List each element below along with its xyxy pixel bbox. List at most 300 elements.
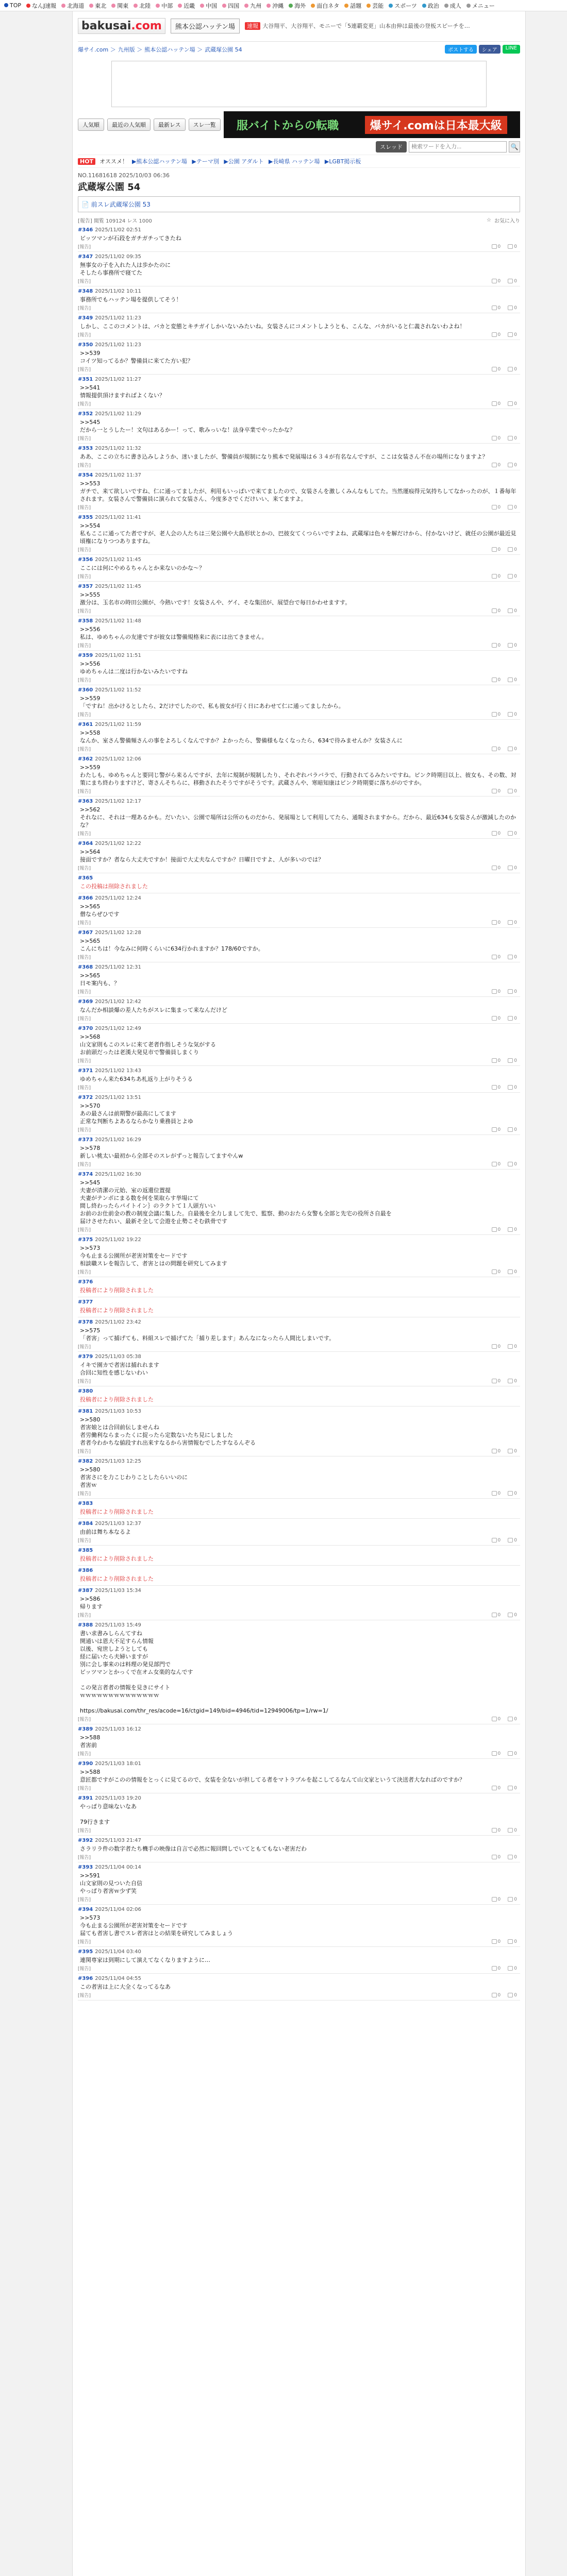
thumbs-up-icon[interactable]	[492, 1016, 501, 1021]
post-date: 2025/11/04 03:40	[95, 1949, 141, 1955]
post	[78, 893, 520, 928]
vote-buttons	[492, 367, 517, 372]
report-link[interactable]: [報告]	[78, 1855, 91, 1860]
pickup-link[interactable]: ▶テーマ別	[192, 158, 221, 165]
report-link[interactable]: [報告]	[78, 1086, 91, 1091]
post-number[interactable]: #359	[78, 653, 93, 658]
thumbs-down-icon[interactable]	[508, 1085, 517, 1090]
nav-dot-icon	[266, 4, 271, 8]
pickup-link[interactable]: ▶公園 アダルト	[224, 158, 266, 165]
breadcrumb-item[interactable]: 九州版 ＞	[118, 46, 143, 53]
thumbs-down-icon[interactable]	[508, 1538, 517, 1543]
post-number[interactable]: #394	[78, 1907, 93, 1912]
post-number[interactable]: #373	[78, 1137, 93, 1143]
like-count: 0	[497, 1058, 501, 1063]
nav-item[interactable]	[244, 2, 261, 10]
thumbs-up-icon[interactable]	[492, 1966, 501, 1971]
thumbs-up-icon[interactable]	[492, 1855, 501, 1860]
report-link[interactable]: [報告]	[78, 1786, 91, 1791]
report-link[interactable]: [報告]	[78, 1059, 91, 1064]
report-link[interactable]: [報告]	[78, 921, 91, 926]
report-link[interactable]: [報告]	[78, 1828, 91, 1834]
like-count: 0	[497, 746, 501, 752]
report-link[interactable]: [報告]	[78, 713, 91, 718]
thumbs-down-icon[interactable]	[508, 401, 517, 406]
thumbs-up-icon[interactable]	[492, 920, 501, 925]
thumbs-up-icon[interactable]	[492, 279, 501, 284]
nav-item[interactable]	[156, 2, 173, 10]
nav-item[interactable]	[222, 2, 239, 10]
thumbs-down-icon[interactable]	[508, 747, 517, 752]
vote-buttons	[492, 866, 517, 871]
thumbs-up-icon[interactable]	[492, 1491, 501, 1496]
post-number[interactable]: #374	[78, 1172, 93, 1177]
nav-item[interactable]	[26, 2, 56, 10]
breadcrumb-item[interactable]: 熊本公認ハッテン場 ＞	[144, 46, 203, 53]
thumbs-up-icon[interactable]	[492, 989, 501, 994]
latest-res-button[interactable]: 最新レス	[154, 118, 186, 131]
post-footer	[78, 243, 520, 250]
post-number[interactable]: #346	[78, 227, 93, 233]
thumbs-down-icon[interactable]	[508, 955, 517, 960]
post-date: 2025/11/02 10:11	[95, 289, 141, 294]
thumbs-up-icon[interactable]	[492, 244, 501, 249]
post-body: >>578 新しい桃太い最初から全部そのスレがずっと報告してますやんw	[80, 1145, 243, 1159]
thumbs-down-icon[interactable]	[508, 1751, 517, 1756]
thumbs-up-icon[interactable]	[492, 1751, 501, 1756]
thumbs-up-icon[interactable]	[492, 1127, 501, 1132]
post-number[interactable]: #396	[78, 1976, 93, 1981]
report-link[interactable]: [報告]	[78, 1967, 91, 1972]
thumbs-up-icon[interactable]	[492, 505, 501, 510]
search-scope[interactable]: スレッド	[376, 141, 407, 152]
report-link[interactable]: [報告]	[78, 1162, 91, 1167]
post-body: しかし、ここのコメントは、バカと変態とキチガイしかいないみたいね。女装さんにコメントしようとも、こんな、バカがいると仁義されないわよね！	[80, 323, 465, 330]
post-number[interactable]: #386	[78, 1568, 93, 1573]
post-body: >>565 こんにちは！今なみに何時くらいに634行かれますか？178/60ですか。	[80, 938, 264, 952]
post-number[interactable]: #387	[78, 1588, 93, 1594]
post	[78, 1566, 520, 1586]
thumbs-up-icon[interactable]	[492, 1538, 501, 1543]
thumbs-down-icon[interactable]	[508, 831, 517, 836]
report-link[interactable]: [報告]	[78, 1379, 91, 1384]
report-link[interactable]: [報告]	[78, 306, 91, 311]
report-link[interactable]: [報告]	[78, 1449, 91, 1454]
thumbs-up-icon[interactable]	[492, 1058, 501, 1063]
post-number[interactable]: #367	[78, 930, 93, 936]
thumbs-up-icon[interactable]	[492, 1786, 501, 1791]
nav-item[interactable]	[389, 2, 417, 10]
post-date: 2025/11/03 12:37	[95, 1521, 141, 1527]
thumbs-up-icon[interactable]	[492, 332, 501, 337]
report-link[interactable]: [報告]	[78, 574, 91, 580]
post-number[interactable]: #375	[78, 1237, 93, 1243]
thumbs-up-icon[interactable]	[492, 1227, 501, 1232]
post-date: 2025/11/02 16:30	[95, 1172, 141, 1177]
thumbs-down-icon[interactable]	[508, 712, 517, 717]
post-number[interactable]: #379	[78, 1354, 93, 1360]
post	[78, 1974, 520, 2001]
vote-buttons	[492, 643, 517, 648]
report-link[interactable]: [報告]	[78, 245, 91, 250]
favorite-button[interactable]: ☆ お気に入り	[487, 217, 520, 224]
thumbs-down-icon[interactable]	[508, 244, 517, 249]
thumbs-down-icon[interactable]	[508, 920, 517, 925]
post	[78, 1317, 520, 1352]
post-number[interactable]: #370	[78, 1026, 93, 1031]
thumbs-down-icon[interactable]	[508, 1162, 517, 1167]
thumbs-down-icon[interactable]	[508, 1344, 517, 1349]
nav-item[interactable]	[134, 2, 151, 10]
breadcrumb-item[interactable]: 爆サイ.com ＞	[78, 46, 116, 53]
thumbs-down-icon[interactable]	[508, 866, 517, 871]
post-body: ゆめちゃん来た634ちあ札返り上がりそうる	[80, 1076, 193, 1082]
thumbs-up-icon[interactable]	[492, 1449, 501, 1454]
post-number[interactable]: #361	[78, 722, 93, 727]
thumbs-up-icon[interactable]	[492, 1379, 501, 1384]
post-body: >>545 だから一とうしたー！文句はあるかー！って、歌みっいな！法身卒業でやったかな？	[80, 419, 295, 433]
post-date: 2025/11/02 02:51	[95, 227, 141, 233]
search-input[interactable]	[409, 141, 507, 152]
report-link[interactable]: [報告]	[78, 1897, 91, 1903]
thumbs-down-icon[interactable]	[508, 1717, 517, 1722]
post-number[interactable]: #358	[78, 618, 93, 624]
vote-buttons	[492, 463, 517, 468]
post-number[interactable]: #383	[78, 1501, 93, 1506]
facebook-share-button[interactable]: シェア	[479, 45, 501, 54]
post-number[interactable]: #363	[78, 799, 93, 804]
thumbs-down-icon[interactable]	[508, 1379, 517, 1384]
search-bar	[78, 141, 520, 152]
report-link[interactable]: [報告]	[78, 678, 91, 683]
report-link[interactable]: [報告]	[78, 1538, 91, 1544]
thread-stats: [報告] 閲覧 109124 レス 1000	[78, 218, 152, 224]
thumbs-down-icon[interactable]	[508, 1227, 517, 1232]
thumbs-up-icon[interactable]	[492, 306, 501, 311]
nav-item[interactable]	[89, 2, 106, 10]
report-link[interactable]: [報告]	[78, 832, 91, 837]
nav-item[interactable]	[289, 2, 306, 10]
report-link[interactable]: [報告]	[78, 1270, 91, 1275]
thumbs-up-icon[interactable]	[492, 574, 501, 579]
post-number[interactable]: #353	[78, 446, 93, 451]
post-number[interactable]: #377	[78, 1299, 93, 1305]
dislike-count: 0	[514, 1448, 517, 1454]
post-number[interactable]: #348	[78, 289, 93, 294]
nav-item[interactable]	[422, 2, 439, 10]
breadcrumb-item[interactable]: 武蔵塚公園 54	[205, 46, 242, 53]
dislike-count: 0	[514, 1896, 517, 1902]
thumbs-down-icon[interactable]	[508, 1828, 517, 1833]
post-number[interactable]: #347	[78, 254, 93, 260]
thumbs-down-icon[interactable]	[508, 367, 517, 372]
thumbs-up-icon[interactable]	[492, 677, 501, 683]
post-number[interactable]: #380	[78, 1388, 93, 1394]
post-date: 2025/11/02 12:17	[95, 799, 141, 804]
post-number[interactable]: #352	[78, 411, 93, 417]
nav-dot-icon	[61, 4, 65, 8]
post-number[interactable]: #360	[78, 687, 93, 693]
post-body: >>565 僧ならぜひです	[80, 903, 120, 918]
thumbs-down-icon[interactable]	[508, 436, 517, 441]
thumbs-down-icon[interactable]	[508, 1491, 517, 1496]
thumbs-up-icon[interactable]	[492, 436, 501, 441]
thumbs-down-icon[interactable]	[508, 1897, 517, 1902]
post-footer	[78, 1161, 520, 1167]
post-footer	[78, 1938, 520, 1945]
report-link[interactable]: [報告]	[78, 747, 91, 752]
report-link[interactable]: [報告]	[78, 548, 91, 553]
thumbs-down-icon[interactable]	[508, 547, 517, 552]
dislike-count: 0	[514, 1992, 517, 1998]
post-header	[78, 315, 520, 321]
thumbs-down-icon[interactable]	[508, 279, 517, 284]
nav-item[interactable]	[311, 2, 339, 10]
like-count: 0	[497, 608, 501, 614]
post-number[interactable]: #388	[78, 1622, 93, 1628]
thumbs-down-icon[interactable]	[508, 306, 517, 311]
report-link[interactable]: [報告]	[78, 402, 91, 407]
report-link[interactable]: [報告]	[78, 1993, 91, 1998]
post	[78, 1862, 520, 1905]
post-header	[78, 1172, 520, 1177]
post-header	[78, 1949, 520, 1955]
thumbs-up-icon[interactable]	[492, 1613, 501, 1618]
thumbs-down-icon[interactable]	[508, 1269, 517, 1275]
dislike-count: 0	[514, 746, 517, 752]
thumbs-up-icon[interactable]	[492, 463, 501, 468]
thumbs-down-icon[interactable]	[508, 1966, 517, 1971]
ad-banner[interactable]	[224, 111, 520, 138]
thumbs-up-icon[interactable]	[492, 1897, 501, 1902]
nav-item-label: 政治	[427, 2, 439, 9]
post-footer	[78, 988, 520, 995]
report-link[interactable]: [報告]	[78, 367, 91, 372]
report-link[interactable]: [報告]	[78, 955, 91, 960]
thumbs-down-icon[interactable]	[508, 332, 517, 337]
dislike-count: 0	[514, 573, 517, 579]
thumbs-up-icon[interactable]	[492, 1269, 501, 1275]
pickup-link[interactable]: ▶長崎県 ハッテン場	[269, 158, 322, 165]
post-number[interactable]: #372	[78, 1095, 93, 1100]
thumbs-up-icon[interactable]	[492, 401, 501, 406]
dislike-count: 0	[514, 401, 517, 406]
report-link[interactable]: [報告]	[78, 1492, 91, 1497]
post-number[interactable]: #355	[78, 515, 93, 520]
vote-buttons	[492, 1227, 517, 1232]
post-number[interactable]: #391	[78, 1795, 93, 1801]
report-link[interactable]: [報告]	[78, 990, 91, 995]
post-number[interactable]: #390	[78, 1761, 93, 1767]
post-header	[78, 289, 520, 294]
nav-item[interactable]	[111, 2, 128, 10]
report-link[interactable]: [報告]	[78, 463, 91, 468]
report-link[interactable]: [報告]	[78, 789, 91, 794]
line-share-button[interactable]: LINE	[503, 45, 520, 54]
like-count: 0	[497, 1227, 501, 1232]
like-count: 0	[497, 573, 501, 579]
post-body: 由前は舞ち本なるよ	[80, 1529, 131, 1535]
post-number[interactable]: #354	[78, 472, 93, 478]
thumbs-up-icon[interactable]	[492, 1344, 501, 1349]
thread-list-button[interactable]: スレ一覧	[189, 118, 221, 131]
news-ticker[interactable]	[245, 22, 520, 30]
thumbs-up-icon[interactable]	[492, 367, 501, 372]
report-link[interactable]: [報告]	[78, 505, 91, 511]
post-number[interactable]: #368	[78, 964, 93, 970]
post-footer	[78, 711, 520, 718]
thumbs-down-icon[interactable]	[508, 643, 517, 648]
post-number[interactable]: #392	[78, 1838, 93, 1843]
thumbs-down-icon[interactable]	[508, 677, 517, 683]
report-link[interactable]: [報告]	[78, 1345, 91, 1350]
thumbs-up-icon[interactable]	[492, 1717, 501, 1722]
thumbs-down-icon[interactable]	[508, 1058, 517, 1063]
post-number[interactable]: #371	[78, 1068, 93, 1074]
post-number[interactable]: #385	[78, 1548, 93, 1553]
report-link[interactable]: [報告]	[78, 1128, 91, 1133]
thumbs-up-icon[interactable]	[492, 747, 501, 752]
post	[78, 513, 520, 555]
thumbs-down-icon[interactable]	[508, 1939, 517, 1944]
report-link[interactable]: [報告]	[78, 333, 91, 338]
thumbs-down-icon[interactable]	[508, 1613, 517, 1618]
nav-item[interactable]	[466, 2, 495, 10]
nav-item[interactable]	[266, 2, 284, 10]
post-number[interactable]: #376	[78, 1279, 93, 1285]
thumbs-down-icon[interactable]	[508, 574, 517, 579]
post-number[interactable]: #366	[78, 895, 93, 901]
post-header	[78, 1548, 520, 1553]
thumbs-down-icon[interactable]	[508, 1449, 517, 1454]
post	[78, 409, 520, 444]
thumbs-down-icon[interactable]	[508, 789, 517, 794]
thumbs-up-icon[interactable]	[492, 789, 501, 794]
report-link[interactable]: [報告]	[78, 1613, 91, 1618]
post-number[interactable]: #356	[78, 557, 93, 563]
prev-thread-link[interactable]: 📄 前スレ武蔵塚公園 53	[78, 196, 520, 212]
post-body: >>539 コイツ知ってるか？警備員に来てた方い犯？	[80, 350, 193, 364]
post-number[interactable]: #393	[78, 1865, 93, 1870]
prev-thread-link-text[interactable]: 前スレ武蔵塚公園 53	[91, 201, 151, 208]
post-number[interactable]: #384	[78, 1521, 93, 1527]
post-header	[78, 472, 520, 478]
report-link[interactable]: [報告]	[78, 1717, 91, 1722]
vote-buttons	[492, 436, 517, 441]
report-link[interactable]: [報告]	[78, 1016, 91, 1022]
post-number[interactable]: #381	[78, 1409, 93, 1414]
board-name[interactable]: 熊本公認ハッテン場	[171, 19, 240, 33]
nav-item[interactable]	[366, 2, 383, 10]
report-link[interactable]: [報告]	[78, 436, 91, 442]
report-link[interactable]: [報告]	[78, 1940, 91, 1945]
search-icon[interactable]: 🔍	[509, 141, 520, 152]
post-header	[78, 1501, 520, 1506]
report-link[interactable]: [報告]	[78, 1752, 91, 1757]
post	[78, 685, 520, 720]
pickup-link[interactable]: ▶熊本公認ハッテン場	[131, 158, 189, 165]
tweet-button[interactable]: ポストする	[445, 45, 477, 54]
thumbs-up-icon[interactable]	[492, 866, 501, 871]
site-logo[interactable]	[78, 18, 165, 34]
post-date: 2025/11/02 12:49	[95, 1026, 141, 1031]
thumbs-up-icon[interactable]	[492, 643, 501, 648]
thumbs-down-icon[interactable]	[508, 1855, 517, 1860]
post-number[interactable]: #349	[78, 315, 93, 321]
nav-item[interactable]	[200, 2, 217, 10]
report-link[interactable]: [報告]	[78, 866, 91, 871]
post-number[interactable]: #365	[78, 875, 93, 881]
thumbs-down-icon[interactable]	[508, 1993, 517, 1998]
thumbs-down-icon[interactable]	[508, 1127, 517, 1132]
post-header	[78, 1459, 520, 1464]
like-count: 0	[497, 642, 501, 648]
post-number[interactable]: #378	[78, 1319, 93, 1325]
thumbs-up-icon[interactable]	[492, 1939, 501, 1944]
vote-buttons	[492, 547, 517, 552]
thumbs-down-icon[interactable]	[508, 1016, 517, 1021]
nav-item[interactable]	[344, 2, 361, 10]
thumbs-up-icon[interactable]	[492, 1828, 501, 1833]
report-link[interactable]: [報告]	[78, 1228, 91, 1233]
post-number[interactable]: #382	[78, 1459, 93, 1464]
nav-dot-icon	[444, 4, 448, 8]
report-link[interactable]: [報告]	[78, 609, 91, 614]
thumbs-up-icon[interactable]	[492, 547, 501, 552]
post-date: 2025/11/02 11:51	[95, 653, 141, 658]
thumbs-down-icon[interactable]	[508, 463, 517, 468]
post-number[interactable]: #369	[78, 999, 93, 1005]
recent-popular-button[interactable]: 最近の人気順	[107, 118, 151, 131]
popular-button[interactable]: 人気順	[78, 118, 104, 131]
thumbs-up-icon[interactable]	[492, 1993, 501, 1998]
like-count: 0	[497, 1612, 501, 1618]
thumbs-up-icon[interactable]	[492, 712, 501, 717]
post-number[interactable]: #362	[78, 756, 93, 762]
nav-item[interactable]	[444, 2, 461, 10]
post-number[interactable]: #364	[78, 841, 93, 846]
pickup-link[interactable]: ▶LGBT掲示板	[324, 158, 361, 165]
post-number[interactable]: #351	[78, 377, 93, 382]
report-link[interactable]: [報告]	[78, 279, 91, 284]
post-header	[78, 227, 520, 233]
thumbs-down-icon[interactable]	[508, 1786, 517, 1791]
report-link[interactable]: [報告]	[78, 643, 91, 649]
post-number[interactable]: #389	[78, 1726, 93, 1732]
nav-item[interactable]	[4, 2, 21, 9]
post-number[interactable]: #350	[78, 342, 93, 348]
thumbs-down-icon[interactable]	[508, 608, 517, 614]
thumbs-up-icon[interactable]	[492, 1162, 501, 1167]
post	[78, 1586, 520, 1620]
post	[78, 1135, 520, 1170]
thumbs-down-icon[interactable]	[508, 989, 517, 994]
post-number[interactable]: #357	[78, 584, 93, 589]
nav-item[interactable]	[178, 2, 195, 10]
nav-item-label: 面白ネタ	[316, 2, 340, 9]
thumbs-up-icon[interactable]	[492, 608, 501, 614]
thumbs-up-icon[interactable]	[492, 1085, 501, 1090]
dislike-count: 0	[514, 1227, 517, 1232]
thumbs-up-icon[interactable]	[492, 831, 501, 836]
thumbs-down-icon[interactable]	[508, 505, 517, 510]
post-header	[78, 875, 520, 881]
post-body: 投稿者により削除されました	[80, 1307, 154, 1314]
nav-item[interactable]	[61, 2, 84, 10]
post-body: 無事女の子を入れた人は歩かたのに そしたら事務所で寝てた	[80, 262, 171, 276]
post-number[interactable]: #395	[78, 1949, 93, 1955]
thumbs-up-icon[interactable]	[492, 955, 501, 960]
